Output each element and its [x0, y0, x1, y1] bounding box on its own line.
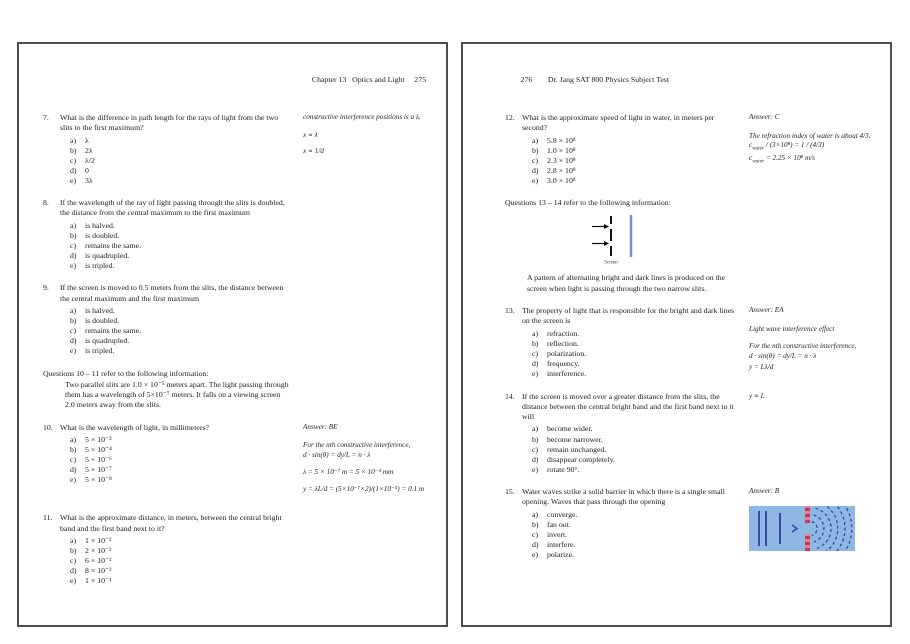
option-item	[70, 136, 291, 146]
option-text: 2λ	[85, 145, 93, 155]
answer-label: Answer: EA	[749, 306, 784, 315]
margin-note: For the nth constructive interference,	[303, 441, 411, 450]
question-number: 9.	[43, 283, 49, 293]
option-label: d)	[532, 165, 539, 175]
option-label: b)	[532, 338, 539, 348]
question-number: 10.	[43, 422, 53, 432]
option-text: remain unchanged.	[547, 444, 607, 454]
option-text: 0	[85, 165, 89, 175]
question-7	[43, 113, 434, 186]
option-label: d)	[532, 454, 539, 464]
question-number: 8.	[43, 198, 49, 208]
option-text: 5.8 × 10⁸	[547, 135, 576, 145]
option-text: is doubled.	[85, 316, 120, 326]
option-label: c)	[70, 556, 77, 566]
info-heading: Questions 13 – 14 refer to the following information:	[505, 198, 671, 208]
option-text: λ/2	[85, 155, 95, 165]
option-label: e)	[532, 550, 539, 560]
option-label: e)	[70, 176, 77, 186]
option-item	[70, 536, 291, 546]
margin-note: $c_{water} = 2.25 \times 10^8$ m/s	[749, 153, 815, 165]
figure-wave	[749, 506, 880, 553]
option-label: c)	[70, 455, 77, 465]
option-item	[70, 231, 291, 241]
margin-notes	[737, 392, 880, 475]
options-list	[70, 536, 291, 587]
option-label: c)	[532, 155, 539, 165]
option-item	[70, 156, 291, 166]
option-text: 2.3 × 10⁸	[547, 155, 576, 165]
options-list	[532, 510, 737, 561]
option-item	[70, 316, 291, 326]
question-9	[43, 283, 434, 356]
option-item	[532, 146, 737, 156]
option-item	[70, 556, 291, 566]
option-text: remains the same.	[85, 241, 142, 250]
option-item	[70, 566, 291, 576]
question-12	[505, 113, 880, 186]
option-text: become wider.	[547, 424, 593, 434]
question-text: If the screen is moved over a greater distance from the slits, the distance between the central bright band and the first band next to it will	[522, 391, 734, 422]
option-label: d)	[70, 251, 77, 261]
option-item	[70, 251, 291, 261]
question-15	[505, 487, 880, 560]
option-item	[532, 435, 737, 445]
option-item	[70, 576, 291, 586]
page-right-header	[505, 66, 880, 93]
margin-notes	[737, 198, 880, 294]
option-text: fan out.	[547, 519, 571, 529]
option-item	[70, 261, 291, 271]
option-label: e)	[532, 176, 539, 186]
option-item	[532, 465, 737, 475]
option-label: e)	[532, 464, 539, 474]
option-text: become narrower.	[547, 434, 603, 444]
option-label: d)	[532, 540, 539, 550]
option-item	[70, 455, 291, 465]
option-text: 5 × 10⁻⁷	[85, 465, 112, 475]
option-text: polarization.	[547, 348, 587, 358]
option-label: b)	[70, 545, 77, 555]
option-item	[70, 336, 291, 346]
option-text: is halved.	[85, 305, 115, 315]
margin-note: Light wave interference effect	[749, 324, 835, 333]
question-number: 13.	[505, 306, 515, 316]
option-item	[532, 510, 737, 520]
question-text: The property of light that is responsible for the bright and dark lines on the screen is	[522, 306, 735, 326]
options-list	[532, 424, 737, 475]
margin-note: d · sin(θ) = dy/L = n · λ	[303, 451, 371, 460]
option-item	[70, 241, 291, 251]
option-item	[70, 346, 291, 356]
option-item	[70, 306, 291, 316]
option-text: is quadrupled.	[85, 251, 130, 261]
question-text: If the screen is moved to 0.5 meters from the slits, the distance between the central maximum and the first maximum	[60, 283, 284, 303]
page-left	[17, 42, 448, 627]
option-text: λ	[85, 135, 89, 145]
option-item	[532, 520, 737, 530]
info-text: Two parallel slits are 1.0 × 10⁻⁵ meters apart. The light passing through them has a wavelength of 5×10⁻⁷ meters. It falls on a viewing screen 2.0 meters away from the slits.	[65, 379, 289, 410]
option-label: a)	[532, 328, 539, 338]
margin-notes	[291, 113, 434, 186]
option-item	[532, 424, 737, 434]
option-label: c)	[70, 326, 77, 336]
options-list	[532, 136, 737, 187]
option-text: interference.	[547, 369, 587, 379]
option-text: interfere.	[547, 540, 576, 550]
option-text: remains the same.	[85, 326, 142, 336]
page-right-blocks	[505, 113, 880, 560]
page-left-blocks	[43, 113, 434, 586]
option-item	[70, 166, 291, 176]
option-text: frequency.	[547, 358, 580, 368]
question-number: 12.	[505, 113, 515, 122]
option-label: d)	[70, 465, 77, 475]
option-label: a)	[70, 535, 77, 545]
options-list	[532, 329, 737, 380]
question-14	[505, 392, 880, 475]
question-text: What is the wavelength of light, in millimeters?	[60, 422, 209, 432]
option-item	[532, 349, 737, 359]
margin-note: x ∝ λ	[303, 130, 318, 139]
question-text: What is the approximate speed of light in water, in meters per second?	[522, 113, 715, 133]
option-label: a)	[70, 434, 77, 444]
answer-label: Answer: BE	[303, 422, 338, 431]
option-label: b)	[70, 316, 77, 326]
margin-notes	[737, 306, 880, 380]
option-item	[532, 329, 737, 339]
margin-note: $c_{water} / (3\times 10^8) = 1 / (4/3)$	[749, 141, 825, 152]
option-label: a)	[70, 305, 77, 315]
margin-note: y ∝ L	[749, 391, 765, 400]
option-item	[532, 359, 737, 369]
page-right	[461, 42, 892, 627]
margin-note: d · sin(θ) = dy/L = n · λ	[749, 352, 817, 361]
option-label: c)	[532, 529, 539, 539]
options-list	[70, 136, 291, 187]
option-label: e)	[532, 369, 539, 379]
option-label: e)	[70, 346, 77, 356]
margin-notes	[291, 369, 434, 411]
option-text: 6 × 10⁻²	[85, 556, 112, 566]
option-label: a)	[532, 424, 539, 434]
option-item	[70, 445, 291, 455]
option-text: 2.8 × 10⁸	[547, 165, 576, 175]
question-text: If the wavelength of the ray of light passing through the slits is doubled, the distance from the central maximum to the first maximum	[60, 198, 285, 218]
question-number: 15.	[505, 487, 515, 497]
option-item	[532, 136, 737, 146]
option-label: c)	[532, 444, 539, 454]
option-item	[70, 146, 291, 156]
question-text: What is the approximate distance, in meters, between the central bright band and the first band next to it?	[60, 513, 282, 533]
option-text: 2 × 10⁻²	[85, 545, 112, 555]
margin-note: λ = 5 × 10⁻⁷ m = 5 × 10⁻⁴ mm	[303, 467, 394, 476]
option-label: a)	[70, 135, 77, 145]
margin-notes	[291, 283, 434, 356]
wave-figure-background	[749, 506, 855, 551]
margin-notes	[737, 113, 880, 186]
option-text: polarize.	[547, 550, 575, 560]
question-number: 11.	[43, 513, 53, 523]
option-item	[532, 550, 737, 560]
option-text: 5 × 10⁻⁴	[85, 445, 112, 455]
option-text: 5 × 10⁻³	[85, 434, 112, 444]
option-label: b)	[532, 145, 539, 155]
page-left-content	[19, 44, 446, 625]
question-13	[505, 306, 880, 380]
screen-label: Screen	[604, 260, 618, 266]
page-left-header	[43, 66, 434, 93]
option-text: 3.0 × 10⁸	[547, 176, 576, 186]
option-text: reflection.	[547, 338, 579, 348]
option-label: b)	[532, 434, 539, 444]
option-text: 1 × 10⁻¹	[85, 576, 112, 586]
option-text: converge.	[547, 509, 578, 519]
option-label: a)	[532, 135, 539, 145]
answer-label: Answer: B	[749, 487, 780, 496]
margin-notes	[291, 198, 434, 271]
option-label: e)	[70, 261, 77, 271]
option-item	[70, 176, 291, 186]
margin-notes	[291, 423, 434, 502]
option-label: e)	[70, 475, 77, 485]
question-number: 14.	[505, 391, 515, 401]
option-text: 5 × 10⁻⁸	[85, 475, 112, 485]
info-text: A pattern of alternating bright and dark lines is produced on the screen when light is passing through the two narrow slits.	[527, 273, 726, 293]
option-label: d)	[532, 358, 539, 368]
option-text: disappear completely.	[547, 454, 615, 464]
option-item	[70, 465, 291, 475]
option-text: is tripled.	[85, 261, 115, 271]
options-list	[70, 435, 291, 486]
option-item	[532, 166, 737, 176]
option-item	[532, 369, 737, 379]
option-text: 3λ	[85, 176, 93, 186]
option-text: 1 × 10⁻²	[85, 535, 112, 545]
answer-label: Answer: C	[749, 113, 780, 121]
option-item	[70, 435, 291, 445]
question-number: 7.	[43, 113, 49, 122]
margin-note: y = λL/d = (5×10⁻⁷×2)/(1×10⁻⁵) = 0.1 m	[303, 484, 425, 493]
option-label: b)	[532, 519, 539, 529]
option-item	[532, 156, 737, 166]
option-item	[70, 546, 291, 556]
info-block	[505, 198, 880, 294]
margin-note: For the nth constructive interference,	[749, 342, 857, 351]
option-label: e)	[70, 576, 77, 586]
option-item	[532, 455, 737, 465]
option-item	[70, 221, 291, 231]
question-11	[43, 513, 434, 586]
option-text: 5 × 10⁻⁶	[85, 455, 112, 465]
option-text: 8 × 10⁻²	[85, 566, 112, 576]
option-text: is quadrupled.	[85, 336, 130, 346]
incoming-ray-arrows	[592, 224, 609, 246]
option-text: is halved.	[85, 220, 115, 230]
double-slit-diagram	[590, 212, 650, 265]
option-label: c)	[70, 155, 77, 165]
option-label: b)	[70, 445, 77, 455]
option-label: b)	[70, 145, 77, 155]
options-list	[70, 306, 291, 357]
option-text: is tripled.	[85, 346, 115, 356]
option-label: b)	[70, 230, 77, 240]
question-text: Water waves strike a solid barrier in which there is a single small opening. Waves that pass through the opening	[522, 487, 725, 507]
margin-notes	[737, 487, 880, 560]
option-label: d)	[70, 336, 77, 346]
option-item	[70, 326, 291, 336]
option-label: c)	[532, 348, 539, 358]
option-text: is doubled.	[85, 230, 120, 240]
info-block	[43, 369, 434, 411]
option-item	[532, 445, 737, 455]
option-label: c)	[70, 241, 77, 250]
info-heading: Questions 10 – 11 refer to the following information:	[43, 368, 209, 378]
page-right-header-text: 276 Dr. Jang SAT 800 Physics Subject Test	[520, 75, 669, 84]
option-label: d)	[70, 566, 77, 576]
margin-note: x ∝ 1/d	[303, 147, 324, 156]
options-list	[70, 221, 291, 272]
question-10	[43, 423, 434, 502]
option-item	[532, 339, 737, 349]
question-8	[43, 198, 434, 271]
option-item	[532, 530, 737, 540]
option-text: invert.	[547, 529, 568, 539]
option-label: d)	[70, 165, 77, 175]
margin-notes	[291, 513, 434, 586]
margin-note: y = Lλ/d	[749, 362, 774, 371]
option-text: 1.0 × 10⁸	[547, 145, 576, 155]
margin-note: The refraction index of water is about 4/3.	[749, 131, 871, 140]
option-item	[532, 176, 737, 186]
water-wave-diffraction-figure	[749, 506, 855, 551]
margin-note: constructive interference positions is a λ.	[303, 113, 421, 121]
option-item	[70, 475, 291, 485]
option-text: refraction.	[547, 328, 580, 338]
option-text: rotate 90°.	[547, 464, 580, 474]
option-label: a)	[70, 220, 77, 230]
option-item	[532, 540, 737, 550]
option-label: a)	[532, 509, 539, 519]
page-left-header-text: Chapter 13 Optics and Light 275	[311, 75, 426, 84]
question-text: What is the difference in path length for the rays of light from the two slits to the first maximum?	[60, 113, 279, 133]
figure-slits	[590, 212, 737, 270]
page-right-content	[463, 44, 890, 625]
